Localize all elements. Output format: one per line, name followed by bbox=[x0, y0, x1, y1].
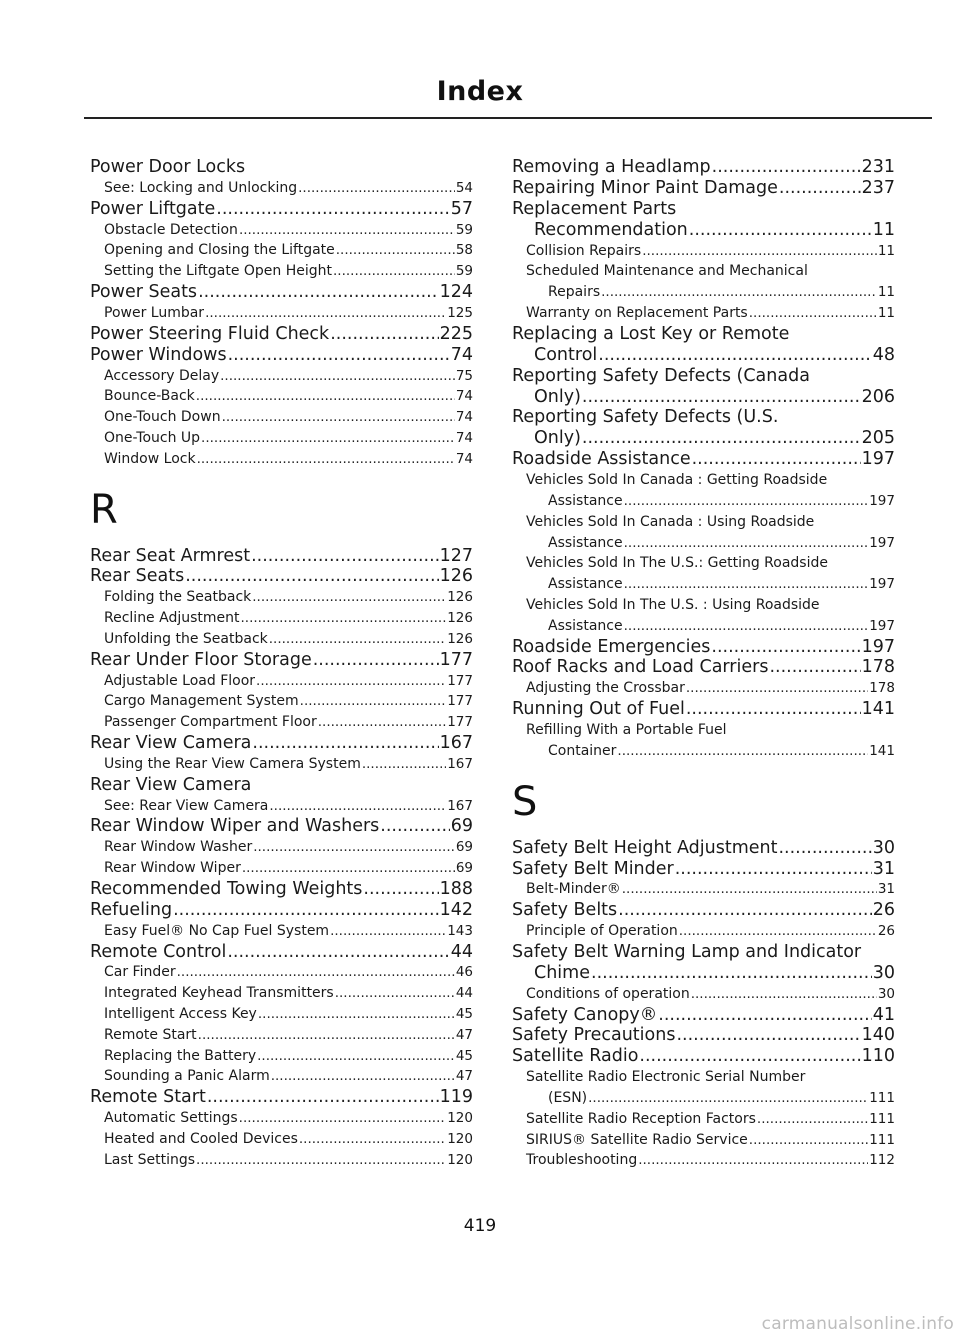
index-page-ref: 112 bbox=[869, 1152, 895, 1169]
index-entry-text: Reporting Safety Defects (U.S. bbox=[512, 407, 779, 428]
index-entry-text: Folding the Seatback bbox=[104, 589, 252, 606]
index-entry bbox=[512, 324, 895, 366]
index-entry bbox=[512, 657, 895, 678]
index-subentry bbox=[90, 608, 473, 629]
index-entry bbox=[90, 199, 473, 220]
index-page-ref: 126 bbox=[439, 566, 473, 587]
index-entry-text: Sounding a Panic Alarm bbox=[104, 1068, 270, 1085]
index-subentry bbox=[512, 879, 895, 900]
index-page-ref: 74 bbox=[455, 388, 473, 405]
index-page-ref: 167 bbox=[447, 755, 473, 772]
index-page-ref: 57 bbox=[450, 198, 473, 219]
index-entry-continuation: Recommendation bbox=[534, 219, 688, 240]
index-page-ref: 11 bbox=[877, 284, 895, 301]
index-subentry bbox=[90, 921, 473, 942]
index-entry-text: Vehicles Sold In Canada : Using Roadside bbox=[526, 513, 815, 530]
index-page-ref: 44 bbox=[450, 941, 473, 962]
index-entry-text: Rear Window Washer bbox=[104, 839, 253, 856]
index-page-ref: 69 bbox=[455, 860, 473, 877]
index-entry-text: Rear Window Wiper and Washers bbox=[90, 816, 380, 837]
index-subentry bbox=[90, 712, 473, 733]
index-column-left bbox=[90, 157, 473, 1171]
index-subentry bbox=[90, 691, 473, 712]
index-page-ref: 126 bbox=[447, 630, 473, 647]
index-page-ref: 225 bbox=[439, 323, 473, 344]
index-entry bbox=[90, 282, 473, 303]
index-entry-text: Accessory Delay bbox=[104, 367, 220, 384]
index-page-ref: 111 bbox=[869, 1110, 895, 1127]
index-column-right bbox=[512, 157, 895, 1171]
index-subentry bbox=[90, 983, 473, 1004]
index-entry-text: Vehicles Sold In Canada : Getting Roadside bbox=[526, 472, 828, 489]
index-entry-text: Obstacle Detection bbox=[104, 221, 238, 238]
index-entry-text: Remote Start bbox=[104, 1026, 197, 1043]
index-subentry bbox=[90, 1150, 473, 1171]
index-entry-text: Passenger Compartment Floor bbox=[104, 714, 317, 731]
index-page-ref: 30 bbox=[872, 962, 895, 983]
index-entry-text: Vehicles Sold In The U.S.: Getting Roadside bbox=[526, 555, 828, 572]
index-subentry bbox=[512, 1150, 895, 1171]
index-entry-text: Adjustable Load Floor bbox=[104, 672, 256, 689]
index-entry-text: Roadside Assistance bbox=[512, 449, 691, 470]
index-entry-text: Automatic Settings bbox=[104, 1110, 238, 1127]
index-page-ref: 141 bbox=[869, 742, 895, 759]
index-page-ref: 45 bbox=[455, 1047, 473, 1064]
header-divider bbox=[84, 117, 932, 119]
index-page-ref: 143 bbox=[447, 922, 473, 939]
index-page-ref: 58 bbox=[455, 242, 473, 259]
index-page-ref: 46 bbox=[455, 964, 473, 981]
index-subentry bbox=[90, 303, 473, 324]
index-subentry bbox=[90, 240, 473, 261]
index-subentry bbox=[512, 261, 895, 303]
index-entry-text: See: Rear View Camera bbox=[104, 797, 269, 814]
index-page-ref: 69 bbox=[455, 839, 473, 856]
index-page-ref: 74 bbox=[455, 409, 473, 426]
index-page-ref: 124 bbox=[439, 282, 473, 302]
index-entry-text: Window Lock bbox=[104, 450, 196, 467]
index-entry-text: Rear Under Floor Storage bbox=[90, 649, 312, 670]
index-page-ref: 177 bbox=[447, 693, 473, 710]
index-entry bbox=[512, 178, 895, 199]
index-entry bbox=[512, 942, 895, 984]
index-page-ref: 126 bbox=[447, 589, 473, 606]
index-page-ref: 197 bbox=[869, 492, 895, 509]
index-subentry bbox=[512, 303, 895, 324]
index-entry bbox=[90, 1087, 473, 1108]
index-page-ref: 44 bbox=[455, 985, 473, 1002]
index-entry-text: Adjusting the Crossbar bbox=[526, 680, 685, 697]
index-entry-text: Scheduled Maintenance and Mechanical bbox=[526, 263, 808, 280]
index-subentry bbox=[90, 837, 473, 858]
index-entry bbox=[512, 838, 895, 859]
index-entry-continuation: Assistance bbox=[548, 617, 623, 634]
index-page-ref: 119 bbox=[439, 1087, 473, 1108]
index-page-ref: 167 bbox=[439, 733, 473, 753]
index-entry-text: Troubleshooting bbox=[526, 1152, 638, 1169]
index-entry bbox=[512, 449, 895, 470]
index-page-ref: 197 bbox=[861, 636, 895, 657]
index-page-ref: 41 bbox=[872, 1004, 895, 1025]
index-page-ref: 178 bbox=[861, 657, 895, 678]
index-entry-text: Belt-Minder® bbox=[526, 881, 621, 898]
index-subentry bbox=[90, 220, 473, 241]
index-entry bbox=[90, 775, 473, 796]
index-entry-text: See: Locking and Unlocking bbox=[104, 179, 298, 196]
index-entry-text: Power Seats bbox=[90, 282, 198, 302]
index-entry bbox=[90, 345, 473, 366]
index-page-ref: 126 bbox=[447, 610, 473, 627]
index-page-ref: 26 bbox=[872, 900, 895, 921]
index-entry-text: Refueling bbox=[90, 899, 173, 920]
index-page-ref: 197 bbox=[869, 617, 895, 634]
index-subentry bbox=[512, 720, 895, 762]
index-entry-text: Safety Belts bbox=[512, 900, 618, 921]
index-page-ref: 11 bbox=[872, 219, 895, 240]
index-entry-text: One-Touch Up bbox=[104, 429, 201, 446]
index-entry-text: Running Out of Fuel bbox=[512, 699, 685, 720]
index-entry-continuation: Only) bbox=[534, 428, 581, 449]
index-page-ref: 120 bbox=[447, 1130, 473, 1147]
index-page-ref: 75 bbox=[455, 367, 473, 384]
index-subentry bbox=[512, 595, 895, 637]
index-subentry bbox=[90, 1066, 473, 1087]
section-letter: S bbox=[512, 778, 538, 825]
index-page-ref: 120 bbox=[447, 1110, 473, 1127]
index-entry-text: Conditions of operation bbox=[526, 985, 690, 1002]
index-entry-text: Reporting Safety Defects (Canada bbox=[512, 365, 810, 386]
index-entry bbox=[512, 366, 895, 408]
index-subentry bbox=[512, 678, 895, 699]
index-entry-text: Replacing a Lost Key or Remote bbox=[512, 323, 790, 344]
index-entry-text: Replacing the Battery bbox=[104, 1047, 257, 1064]
index-subentry bbox=[90, 178, 473, 199]
index-entry-text: Principle of Operation bbox=[526, 923, 678, 940]
index-page-ref: 197 bbox=[869, 576, 895, 593]
index-entry bbox=[90, 650, 473, 671]
index-subentry bbox=[90, 1004, 473, 1025]
index-entry bbox=[90, 816, 473, 837]
index-subentry bbox=[512, 241, 895, 262]
index-entry-text: Repairing Minor Paint Damage bbox=[512, 177, 778, 198]
index-entry-text: Bounce-Back bbox=[104, 388, 195, 405]
page-number: 419 bbox=[463, 1216, 497, 1236]
index-entry bbox=[512, 157, 895, 178]
section-letter: R bbox=[90, 486, 118, 533]
index-page-ref: 30 bbox=[872, 837, 895, 858]
index-entry-text: Roadside Emergencies bbox=[512, 636, 711, 657]
index-page-ref: 188 bbox=[439, 878, 473, 899]
index-entry-text: Satellite Radio bbox=[512, 1046, 639, 1067]
index-entry-text: Roof Racks and Load Carriers bbox=[512, 657, 769, 678]
index-entry-continuation: Assistance bbox=[548, 492, 623, 509]
page-title: Index bbox=[436, 76, 524, 107]
index-entry bbox=[512, 900, 895, 921]
index-subentry bbox=[90, 962, 473, 983]
index-page-ref: 177 bbox=[439, 649, 473, 670]
index-entry-text: Vehicles Sold In The U.S. : Using Roadside bbox=[526, 596, 820, 613]
index-entry-text: Car Finder bbox=[104, 964, 176, 981]
index-subentry bbox=[512, 984, 895, 1005]
index-entry-text: Power Liftgate bbox=[90, 198, 216, 219]
index-page-ref: 110 bbox=[861, 1046, 895, 1067]
index-subentry bbox=[90, 858, 473, 879]
index-page-ref: 125 bbox=[447, 304, 473, 321]
index-entry-text: Power Windows bbox=[90, 344, 227, 365]
index-entry bbox=[90, 942, 473, 963]
index-subentry bbox=[90, 386, 473, 407]
index-page-ref: 197 bbox=[869, 534, 895, 551]
index-entry-text: Using the Rear View Camera System bbox=[104, 755, 361, 772]
index-entry bbox=[90, 900, 473, 921]
index-entry-text: Rear View Camera bbox=[90, 733, 252, 753]
index-entry bbox=[512, 859, 895, 880]
index-subentry bbox=[90, 1108, 473, 1129]
index-entry-continuation: Repairs bbox=[548, 284, 601, 301]
index-page-ref: 11 bbox=[877, 305, 895, 322]
index-entry-continuation: Control bbox=[534, 344, 598, 365]
index-entry-text: Intelligent Access Key bbox=[104, 1006, 257, 1023]
index-page-ref: 31 bbox=[872, 858, 895, 879]
index-entry bbox=[512, 637, 895, 658]
index-entry-text: Setting the Liftgate Open Height bbox=[104, 263, 333, 280]
index-page-ref: 127 bbox=[439, 545, 473, 566]
index-page-ref: 74 bbox=[455, 450, 473, 467]
index-entry-text: Replacement Parts bbox=[512, 198, 677, 219]
index-entry bbox=[512, 199, 895, 241]
index-page-ref: 142 bbox=[439, 899, 473, 920]
index-subentry bbox=[512, 1109, 895, 1130]
index-subentry bbox=[90, 629, 473, 650]
index-entry-continuation: Assistance bbox=[548, 534, 623, 551]
index-entry-continuation: Assistance bbox=[548, 576, 623, 593]
index-subentry bbox=[512, 553, 895, 595]
index-entry-text: Safety Belt Height Adjustment bbox=[512, 837, 778, 858]
index-page-ref: 205 bbox=[861, 428, 895, 449]
index-entry-text: Recline Adjustment bbox=[104, 610, 240, 627]
index-subentry bbox=[512, 470, 895, 512]
index-entry-text: Rear Seats bbox=[90, 566, 185, 587]
index-entry-text: Safety Belt Warning Lamp and Indicator bbox=[512, 941, 862, 962]
index-subentry bbox=[90, 1046, 473, 1067]
index-entry-text: Satellite Radio Reception Factors bbox=[526, 1110, 756, 1127]
index-page-ref: 30 bbox=[877, 985, 895, 1002]
index-entry-text: Rear View Camera bbox=[90, 774, 252, 795]
index-entry-text: Last Settings bbox=[104, 1151, 196, 1168]
index-entry-text: Safety Precautions bbox=[512, 1025, 676, 1046]
index-page-ref: 45 bbox=[455, 1006, 473, 1023]
index-subentry bbox=[512, 512, 895, 554]
index-entry-text: Warranty on Replacement Parts bbox=[526, 305, 748, 322]
index-subentry bbox=[90, 796, 473, 817]
index-entry-text: Remote Start bbox=[90, 1087, 206, 1108]
index-subentry bbox=[90, 366, 473, 387]
index-page-ref: 111 bbox=[869, 1131, 895, 1148]
index-page-ref: 111 bbox=[869, 1090, 895, 1107]
index-page-ref: 69 bbox=[450, 816, 473, 837]
index-subentry bbox=[90, 754, 473, 775]
index-entry bbox=[90, 733, 473, 754]
index-entry-text: SIRIUS® Satellite Radio Service bbox=[526, 1131, 748, 1148]
index-entry-text: Safety Belt Minder bbox=[512, 858, 674, 879]
index-entry-text: Heated and Cooled Devices bbox=[104, 1130, 298, 1147]
index-page-ref: 31 bbox=[877, 881, 895, 898]
index-entry-text: Remote Control bbox=[90, 941, 227, 962]
index-page-ref: 197 bbox=[861, 449, 895, 470]
index-subentry bbox=[90, 449, 473, 470]
index-entry bbox=[512, 1025, 895, 1046]
index-page-ref: 141 bbox=[861, 699, 895, 720]
index-entry bbox=[90, 879, 473, 900]
index-subentry bbox=[90, 261, 473, 282]
index-entry bbox=[512, 699, 895, 720]
index-page-ref: 47 bbox=[455, 1068, 473, 1085]
index-entry bbox=[90, 546, 473, 567]
index-entry-text: Power Door Locks bbox=[90, 157, 246, 177]
index-entry bbox=[90, 566, 473, 587]
index-subentry bbox=[90, 1025, 473, 1046]
index-page-ref: 74 bbox=[450, 344, 473, 365]
index-subentry bbox=[512, 1067, 895, 1109]
index-page-ref: 59 bbox=[455, 221, 473, 238]
index-subentry bbox=[90, 1129, 473, 1150]
index-subentry bbox=[90, 428, 473, 449]
index-page-ref: 54 bbox=[455, 179, 473, 196]
index-page-ref: 120 bbox=[447, 1151, 473, 1168]
index-page-ref: 47 bbox=[455, 1026, 473, 1043]
index-subentry bbox=[90, 407, 473, 428]
index-page-ref: 231 bbox=[861, 157, 895, 177]
index-page-ref: 237 bbox=[861, 177, 895, 198]
watermark: carmanualsonline.info bbox=[761, 1314, 954, 1334]
index-entry-text: Rear Seat Armrest bbox=[90, 545, 251, 566]
index-entry-continuation: Container bbox=[548, 742, 617, 759]
index-page-ref: 26 bbox=[877, 923, 895, 940]
index-subentry bbox=[512, 921, 895, 942]
index-entry-continuation: Only) bbox=[534, 386, 581, 407]
index-page-ref: 48 bbox=[872, 344, 895, 365]
index-entry-text: Cargo Management System bbox=[104, 693, 299, 710]
index-entry-text: Power Steering Fluid Check bbox=[90, 323, 330, 344]
index-entry-text: Refilling With a Portable Fuel bbox=[526, 722, 727, 739]
index-entry-text: Satellite Radio Electronic Serial Number bbox=[526, 1069, 806, 1086]
index-page-ref: 178 bbox=[869, 680, 895, 697]
index-entry bbox=[512, 1005, 895, 1026]
index-entry-text: Safety Canopy® bbox=[512, 1004, 658, 1025]
index-entry-text: Collision Repairs bbox=[526, 242, 642, 259]
index-entry bbox=[512, 1046, 895, 1067]
index-subentry bbox=[90, 671, 473, 692]
index-entry-text: Power Lumbar bbox=[104, 304, 205, 321]
index-page-ref: 11 bbox=[877, 242, 895, 259]
index-page-ref: 177 bbox=[447, 672, 473, 689]
index-entry-text: Rear Window Wiper bbox=[104, 860, 241, 877]
index-entry-continuation: Chime bbox=[534, 962, 590, 983]
index-entry-text: Unfolding the Seatback bbox=[104, 630, 268, 647]
index-page-ref: 74 bbox=[455, 429, 473, 446]
index-entry-text: Recommended Towing Weights bbox=[90, 878, 363, 899]
index-entry-text: Integrated Keyhead Transmitters bbox=[104, 985, 334, 1002]
index-entry bbox=[512, 407, 895, 449]
index-page-ref: 140 bbox=[861, 1025, 895, 1046]
index-entry bbox=[90, 324, 473, 345]
index-page-ref: 206 bbox=[861, 386, 895, 407]
index-entry bbox=[90, 157, 473, 178]
index-page-ref: 177 bbox=[447, 714, 473, 731]
index-page-ref: 167 bbox=[447, 797, 473, 814]
index-page-ref: 59 bbox=[455, 263, 473, 280]
index-entry-text: Easy Fuel® No Cap Fuel System bbox=[104, 922, 330, 939]
index-entry-text: Opening and Closing the Liftgate bbox=[104, 242, 335, 259]
index-entry-text: Removing a Headlamp bbox=[512, 157, 711, 177]
index-subentry bbox=[512, 1130, 895, 1151]
index-subentry bbox=[90, 587, 473, 608]
index-entry-continuation: (ESN) bbox=[548, 1090, 588, 1107]
index-entry-text: One-Touch Down bbox=[104, 409, 221, 426]
